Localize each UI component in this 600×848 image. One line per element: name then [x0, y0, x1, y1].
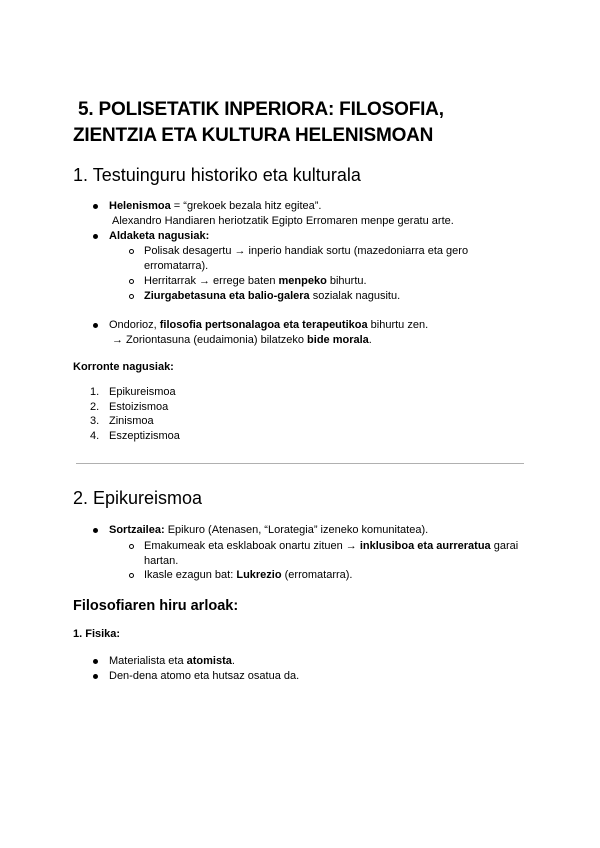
- sub-item-herritarrak: Herritarrak → errege baten menpeko bihurtu.: [144, 275, 367, 287]
- bullet-dot: [93, 674, 98, 679]
- sub-bullet-circle: [129, 279, 134, 284]
- ordered-item: Estoizismoa: [109, 401, 169, 413]
- section-2-heading: 2. Epikureismoa: [73, 488, 203, 508]
- sub-item-emakumeak: Emakumeak eta esklaboak onartu zituen → inklusiboa eta aurreratua garai: [144, 540, 519, 552]
- list-item-ondorioz-cont: → Zoriontasuna (eudaimonia) bilatzeko bide morala.: [112, 334, 372, 346]
- ordered-item-number: 3.: [90, 415, 100, 427]
- list-item-materialista: Materialista eta atomista.: [109, 655, 235, 667]
- bullet-dot: [93, 323, 98, 328]
- sub-item-emakumeak-cont: hartan.: [144, 555, 179, 567]
- ordered-item: Zinismoa: [109, 415, 154, 427]
- page-title: [73, 97, 444, 149]
- list-item-helenismoa: Helenismoa = “grekoek bezala hitz egitea”.: [109, 200, 322, 212]
- list-item-ondorioz: Ondorioz, filosofia pertsonalagoa eta terapeutikoa bihurtu zen.: [109, 319, 429, 331]
- korronteak-heading: Korronte nagusiak:: [73, 361, 174, 373]
- bullet-dot: [93, 234, 98, 239]
- sub-bullet-circle: [129, 573, 134, 578]
- section-1-heading: 1. Testuinguru historiko eta kulturala: [73, 165, 361, 185]
- sub-item-ziurgabetasuna: Ziurgabetasuna eta balio-galera sozialak nagusitu.: [144, 290, 401, 302]
- page-title-line-2: ZIENTZIA ETA KULTURA HELENISMOAN: [73, 125, 434, 146]
- fisika-heading: 1. Fisika:: [73, 628, 121, 640]
- filosofia-arloak-heading: Filosofiaren hiru arloak:: [73, 598, 239, 614]
- bullet-dot: [93, 204, 98, 209]
- sub-bullet-circle: [129, 544, 134, 549]
- sub-item-ikasle: Ikasle ezagun bat: Lukrezio (erromatarra).: [144, 569, 353, 581]
- ordered-item-number: 1.: [90, 386, 100, 398]
- sub-item-polisak: Polisak desagertu → inperio handiak sortu (mazedoniarra eta gero: [144, 245, 469, 257]
- sub-bullet-circle: [129, 294, 134, 299]
- ordered-item-number: 2.: [90, 401, 100, 413]
- list-item-helenismoa-cont: Alexandro Handiaren heriotzatik Egipto Erromaren menpe geratu arte.: [112, 215, 454, 227]
- ordered-item-number: 4.: [90, 430, 100, 442]
- bullet-dot: [93, 528, 98, 533]
- page-title-line-1: 5. POLISETATIK INPERIORA: FILOSOFIA,: [78, 99, 444, 120]
- sub-bullet-circle: [129, 249, 134, 254]
- bullet-dot: [93, 659, 98, 664]
- sub-item-polisak-cont: erromatarra).: [144, 260, 209, 272]
- horizontal-divider: [76, 463, 524, 464]
- list-item-sortzailea: Sortzailea: Epikuro (Atenasen, “Lorategia” izeneko komunitatea).: [109, 524, 429, 536]
- ordered-item: Eszeptizismoa: [109, 430, 180, 442]
- list-item-aldaketa: Aldaketa nagusiak:: [109, 230, 210, 242]
- ordered-item: Epikureismoa: [109, 386, 176, 398]
- list-item-dendena: Den-dena atomo eta hutsaz osatua da.: [109, 670, 300, 682]
